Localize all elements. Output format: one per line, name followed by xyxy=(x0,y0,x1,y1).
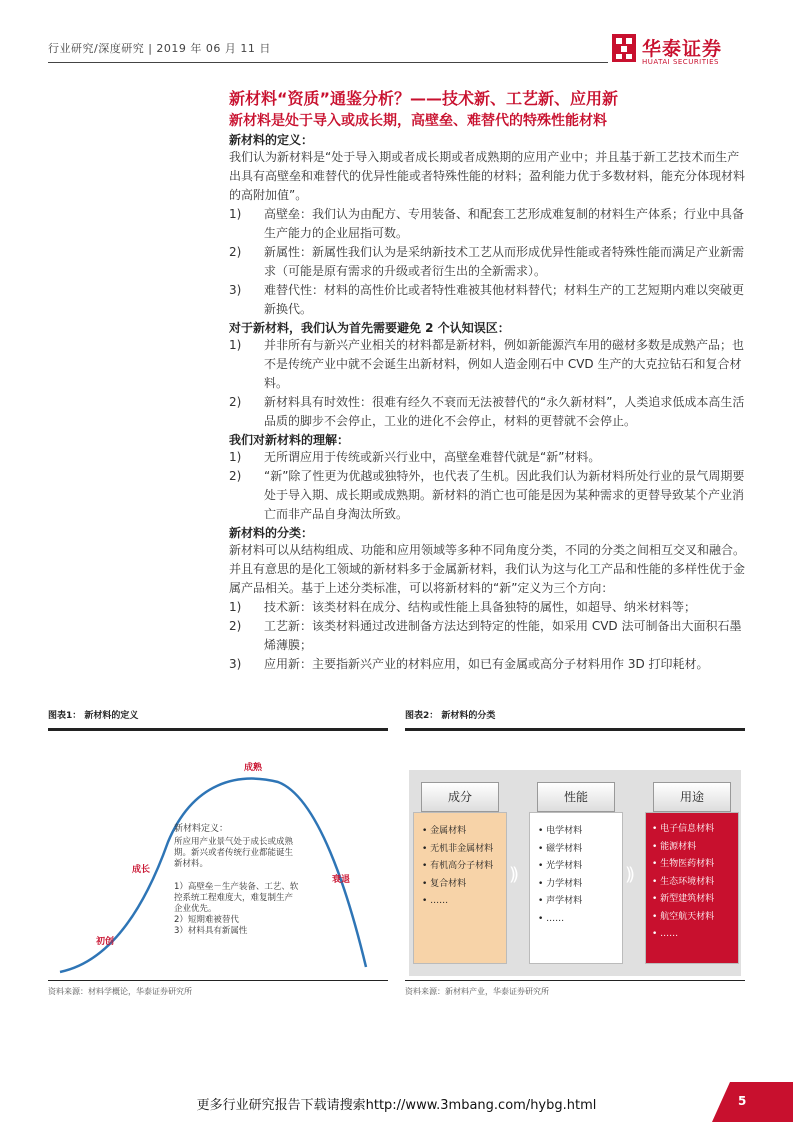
list-number: 1) xyxy=(229,338,242,352)
definition-line: 期。新兴或者传统行业都能诞生 xyxy=(174,848,294,858)
page-subtitle: 新材料是处于导入或成长期，高壁垒、难替代的特殊性能材料 xyxy=(229,113,607,129)
page-title: 新材料“资质”通鉴分析？——技术新、工艺新、应用新 xyxy=(229,89,619,108)
figure-2 xyxy=(405,708,745,1008)
definition-point: 控系统工程难度大，难复制生产 xyxy=(174,893,294,903)
figure-2-title: 图表2： 新材料的分类 xyxy=(405,711,496,721)
list-item: • 声学材料 xyxy=(538,896,583,906)
section-heading-misconceptions: 对于新材料，我们认为首先需要避免 2 个认知误区： xyxy=(229,321,510,335)
definition-point: 1）高壁垒－生产装备、工艺、软 xyxy=(174,882,299,892)
list-text: 工艺新：该类材料通过改进制备方法达到特定的性能，如采用 CVD 法可制备出大面积石墨烯薄膜； xyxy=(264,619,742,652)
list-item xyxy=(229,467,749,524)
definition-line: 所应用产业景气处于成长或成熟 xyxy=(174,837,294,847)
huatai-logo-icon xyxy=(612,34,636,62)
definition-line: 新材料。 xyxy=(174,859,209,869)
definition-point: 企业优先。 xyxy=(174,904,217,914)
column-body xyxy=(645,812,739,964)
column-performance xyxy=(525,782,625,962)
definition-point: 3）材料具有新属性 xyxy=(174,926,248,936)
list-number: 1) xyxy=(229,600,242,614)
body-text xyxy=(229,131,749,674)
list-item: • 新型建筑材料 xyxy=(652,894,715,904)
list-text: 应用新：主要指新兴产业的材料应用，如已有金属或高分子材料用作 3D 打印耗材。 xyxy=(264,657,709,671)
stage-start-label: 初创 xyxy=(96,937,115,947)
list-item: • 无机非金属材料 xyxy=(422,843,494,854)
column-body xyxy=(413,812,507,964)
list-item xyxy=(229,336,749,393)
definition-box xyxy=(174,824,324,937)
list-item: • 力学材料 xyxy=(538,878,583,889)
list-text: “新”除了性更为优越或独特外，也代表了生机。因此我们认为新材料所处行业的景气周期要处于导入期、成长期或成熟期。新材料的消亡也可能是因为某种需求的更替导致某个产业消亡而非产品自身淘汰所致。 xyxy=(264,469,745,521)
list-item: • 电学材料 xyxy=(538,826,583,836)
stage-decline-label: 衰退 xyxy=(332,875,351,885)
paragraph: 我们认为新材料是“处于导入期或者成长期或者成熟期的应用产业中；并且基于新工艺技术而生产出具有高壁垒和难替代的优异性能或者特殊性能的材料；盈利能力优于多数材料，能充分体现材料的高附加值”。 xyxy=(229,150,746,202)
figure-1-bottom-rule xyxy=(48,980,388,981)
list-number: 3) xyxy=(229,657,242,671)
list-item: • …… xyxy=(422,896,449,906)
definition-point: 2）短期难被替代 xyxy=(174,915,239,925)
paragraph: 新材料可以从结构组成、功能和应用领域等多种不同角度分类，不同的分类之间相互交叉和融合。并且有意思的是化工领域的新材料多于金属新材料，我们认为这与化工产品和性能的多样性优于金属产品相关。基于上述分类标准，可以将新材料的“新”定义为三个方向： xyxy=(229,543,746,595)
logo-name-cn: 华泰证券 xyxy=(642,38,723,60)
list-number: 2) xyxy=(229,619,242,633)
section-heading-understanding: 我们对新材料的理解： xyxy=(229,433,350,447)
column-application xyxy=(641,782,741,962)
list-item xyxy=(229,448,749,467)
list-item: • 能源材料 xyxy=(652,841,697,852)
list-item: • 有机高分子材料 xyxy=(422,861,494,871)
header-rule xyxy=(48,62,608,63)
logo-name-en: HUATAI SECURITIES xyxy=(642,58,719,66)
logo xyxy=(612,34,752,70)
list-item: • 生物医药材料 xyxy=(652,859,715,869)
list-text: 新材料具有时效性：很难有经久不衰而无法被替代的“永久新材料”，人类追求低成本高生活品质的脚步不会停止，工业的进化不会停止，材料的更替就不会停止。 xyxy=(264,395,745,428)
page-number: 5 xyxy=(738,1094,747,1108)
list-item: • 航空航天材料 xyxy=(652,911,715,922)
list-text: 并非所有与新兴产业相关的材料都是新材料，例如新能源汽车用的磁材多数是成熟产品；也不是传统产业中就不会诞生出新材料，例如人造金刚石中 CVD 生产的大克拉钻石和复合材料。 xyxy=(264,338,745,390)
figure-1-title: 图表1： 新材料的定义 xyxy=(48,711,139,721)
list-item: • …… xyxy=(652,929,679,939)
list-item: • 电子信息材料 xyxy=(652,824,715,834)
list-item xyxy=(229,655,749,674)
page-number-badge xyxy=(712,1082,793,1122)
list-number: 2) xyxy=(229,469,242,483)
column-header: 性能 xyxy=(537,782,615,812)
figure-2-source: 资料来源：新材料产业，华泰证券研究所 xyxy=(405,987,549,996)
stage-growth-label: 成长 xyxy=(132,865,151,875)
list-number: 2) xyxy=(229,245,242,259)
section-heading-definition: 新材料的定义： xyxy=(229,133,314,147)
list-number: 1) xyxy=(229,450,242,464)
list-item xyxy=(229,243,749,281)
classification-panel xyxy=(409,770,741,976)
list-number: 2) xyxy=(229,395,242,409)
figure-2-bottom-rule xyxy=(405,980,745,981)
list-item: • 磁学材料 xyxy=(538,843,583,854)
list-text: 新属性：新属性我们认为是采纳新技术工艺从而形成优异性能或者特殊性能而满足产业新需求（可能是原有需求的升级或者衍生出的全新需求）。 xyxy=(264,245,745,278)
figure-2-rule xyxy=(405,728,745,731)
list-item: • 复合材料 xyxy=(422,878,467,889)
list-item: • 生态环境材料 xyxy=(652,876,715,887)
list-item: • …… xyxy=(538,913,565,924)
column-body xyxy=(529,812,623,964)
figure-1-source: 资料来源：材料学概论，华泰证券研究所 xyxy=(48,987,192,996)
arrow-icon: )) xyxy=(509,864,516,885)
section-heading-classification: 新材料的分类： xyxy=(229,526,314,540)
arrow-icon: )) xyxy=(625,864,632,885)
list-text: 高壁垒：我们认为由配方、专用装备、和配套工艺形成难复制的材料生产体系；行业中具备生产能力的企业屈指可数。 xyxy=(264,207,745,240)
list-item: • 金属材料 xyxy=(422,826,467,836)
figure-1-rule xyxy=(48,728,388,731)
list-item xyxy=(229,393,749,431)
list-number: 1) xyxy=(229,207,242,221)
list-item xyxy=(229,598,749,617)
list-number: 3) xyxy=(229,283,242,297)
list-item xyxy=(229,205,749,243)
figure-1 xyxy=(48,708,388,1008)
column-header: 成分 xyxy=(421,782,499,812)
list-item: • 光学材料 xyxy=(538,861,583,871)
footer-download-text: 更多行业研究报告下载请搜索http://www.3mbang.com/hybg.html xyxy=(196,1098,597,1113)
column-header: 用途 xyxy=(653,782,731,812)
list-item xyxy=(229,617,749,655)
stage-mature-label: 成熟 xyxy=(244,763,263,773)
header-text: 行业研究/深度研究 | 2019 年 06 月 11 日 xyxy=(48,42,271,55)
definition-title: 新材料定义： xyxy=(174,824,229,834)
list-text: 难替代性：材料的高性价比或者特性难被其他材料替代；材料生产的工艺短期内难以突破更新换代。 xyxy=(264,283,745,316)
list-text: 技术新：该类材料在成分、结构或性能上具备独特的属性，如超导、纳米材料等； xyxy=(264,600,697,614)
column-composition xyxy=(409,782,509,962)
list-text: 无所谓应用于传统或新兴行业中，高壁垒难替代就是“新”材料。 xyxy=(264,450,601,464)
list-item xyxy=(229,281,749,319)
